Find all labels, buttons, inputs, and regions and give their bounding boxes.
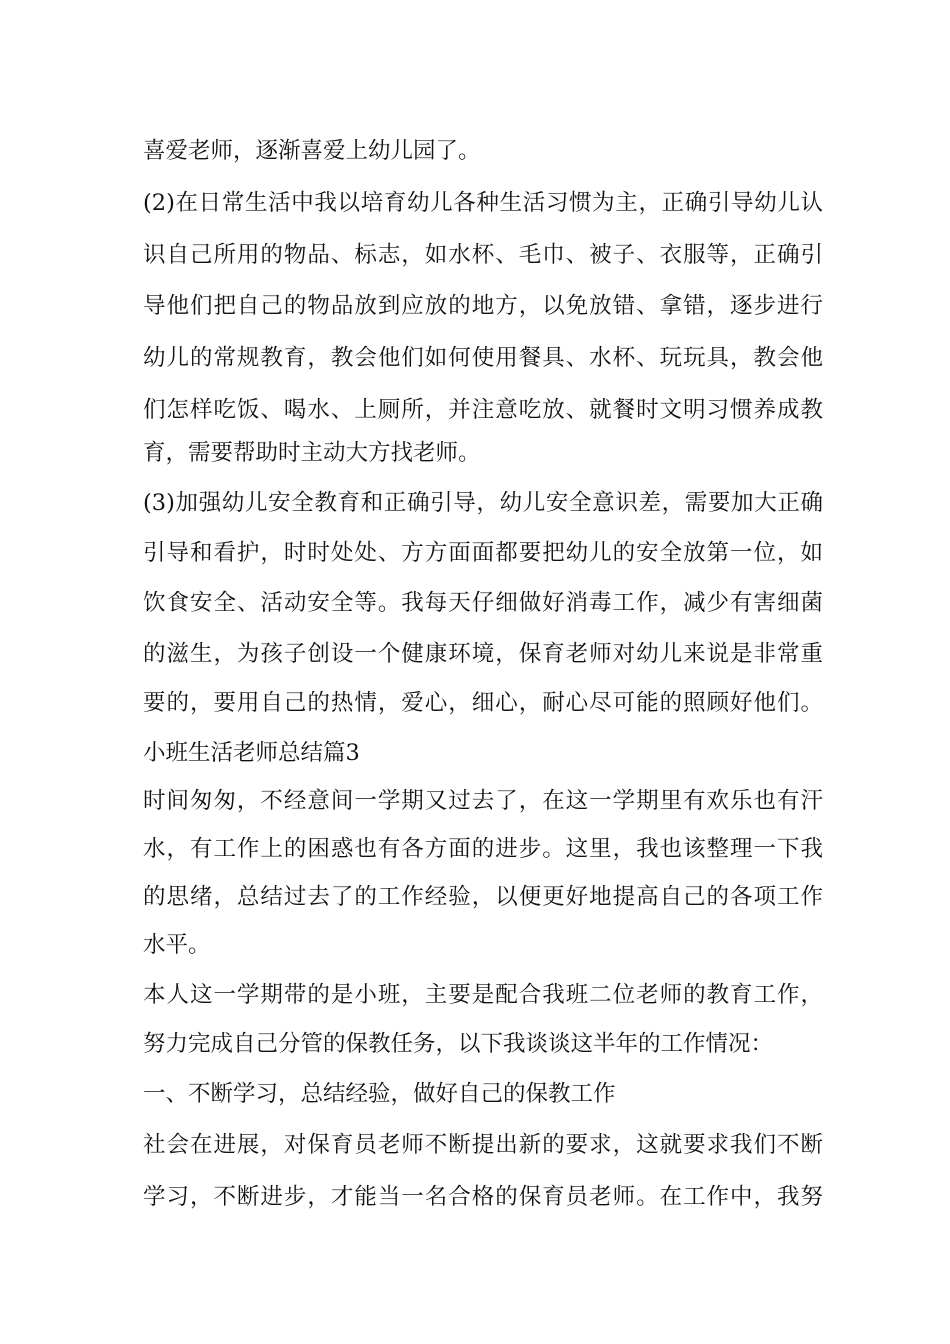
text-line-14: 时间匆匆，不经意间一学期又过去了，在这一学期里有欢乐也有汗 [143,788,823,814]
text-line-16: 的思绪，总结过去了的工作经验，以便更好地提高自己的各项工作 [143,884,823,910]
text-line-22: 学习，不断进步，才能当一名合格的保育员老师。在工作中，我努 [143,1184,823,1210]
text-line-3: 识自己所用的物品、标志，如水杯、毛巾、被子、衣服等，正确引 [143,242,823,268]
text-line-18: 本人这一学期带的是小班，主要是配合我班二位老师的教育工作， [143,982,823,1008]
text-line-21: 社会在进展，对保育员老师不断提出新的要求，这就要求我们不断 [143,1132,823,1158]
subheading: 一、不断学习，总结经验，做好自己的保教工作 [143,1081,616,1107]
text-line-8: (3)加强幼儿安全教育和正确引导，幼儿安全意识差，需要加大正确 [143,490,823,516]
text-line-11: 的滋生，为孩子创设一个健康环境，保育老师对幼儿来说是非常重 [143,641,823,667]
text-line-4: 导他们把自己的物品放到应放的地方，以免放错、拿错，逐步进行 [143,293,823,319]
text-line-10: 饮食安全、活动安全等。我每天仔细做好消毒工作，减少有害细菌 [143,590,823,616]
text-line-5: 幼儿的常规教育，教会他们如何使用餐具、水杯、玩玩具，教会他 [143,345,823,371]
text-line-12: 要的，要用自己的热情，爱心，细心，耐心尽可能的照顾好他们。 [143,690,823,716]
text-line-1: 喜爱老师，逐渐喜爱上幼儿园了。 [143,138,481,164]
text-line-6: 们怎样吃饭、喝水、上厕所，并注意吃放、就餐时文明习惯养成教 [143,397,823,423]
text-line-2: (2)在日常生活中我以培育幼儿各种生活习惯为主，正确引导幼儿认 [143,190,823,216]
text-line-17: 水平。 [143,932,211,958]
text-line-15: 水，有工作上的困惑也有各方面的进步。这里，我也该整理一下我 [143,836,823,862]
text-line-7: 育，需要帮助时主动大方找老师。 [143,440,481,466]
section-heading: 小班生活老师总结篇3 [143,740,360,766]
text-line-19: 努力完成自己分管的保教任务，以下我谈谈这半年的工作情况： [143,1031,774,1057]
text-line-9: 引导和看护，时时处处、方方面面都要把幼儿的安全放第一位，如 [143,540,823,566]
